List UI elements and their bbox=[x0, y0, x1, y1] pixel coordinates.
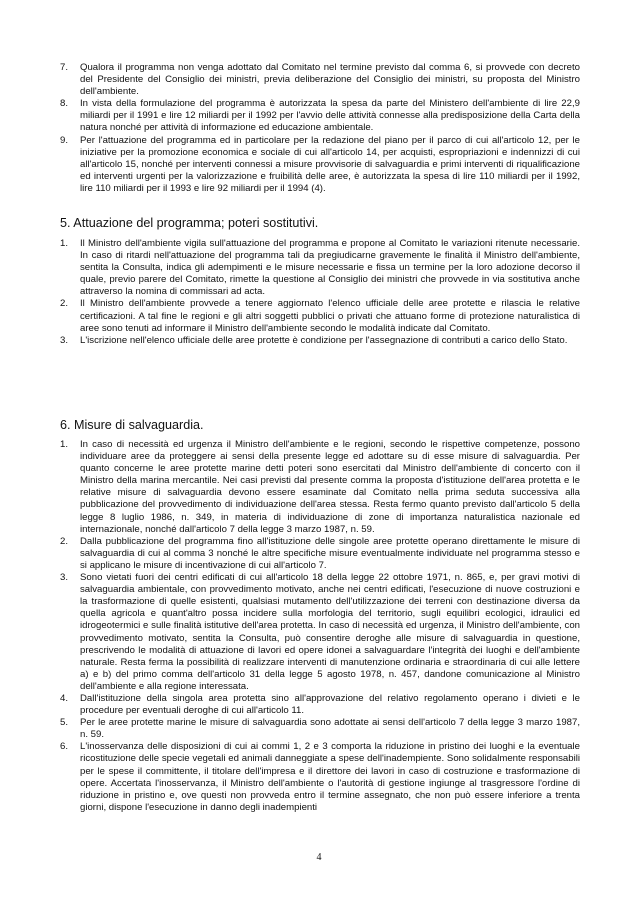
section-6-item-5 bbox=[60, 717, 580, 741]
intro-item-1 bbox=[60, 62, 580, 98]
section-6-list bbox=[60, 439, 580, 814]
item-number: 9. bbox=[60, 134, 69, 146]
section-6-heading: 6. Misure di salvaguardia. bbox=[60, 418, 204, 432]
section-5-list bbox=[60, 238, 580, 347]
intro-list-block bbox=[60, 62, 580, 195]
item-text: Il Ministro dell'ambiente vigila sull'attuazione del programma e propone al Comitato le variazioni ritenute necessarie. In caso di ritardi nell'attuazione del programma tali da pregiudicarne gravemente le finalità il Ministro dell'ambiente, sentita la Consulta, indica gli adempimenti e le misure necessarie e fissa un termine per la loro adozione decorso il quale, previo parere del Comitato, rimette la questione al Consiglio dei ministri che provvede in via sostitutiva anche attraverso la nomina di commissari ad acta. bbox=[80, 238, 580, 298]
item-text: Il Ministro dell'ambiente provvede a tenere aggiornato l'elenco ufficiale delle aree protette e rilascia le relative certificazioni. A tal fine le regioni e gli altri soggetti pubblici o privati che attuano forme di protezione naturalistica di aree sono tenuti ad informare il Ministro dell'ambiente secondo le modalità indicate dal Comitato. bbox=[80, 298, 580, 334]
item-number: 2. bbox=[60, 298, 69, 310]
item-text: Dalla pubblicazione del programma fino all'istituzione delle singole aree protette operano direttamente le misure di salvaguardia di cui al comma 3 nonché le altre specifiche misure eventualmente individuate nel programma stesso e si applicano le misure di incentivazione di cui all'articolo 7. bbox=[80, 535, 580, 571]
intro-list bbox=[60, 62, 580, 195]
section-6-item-2 bbox=[60, 536, 580, 572]
item-number: 3. bbox=[60, 334, 69, 346]
item-number: 4. bbox=[60, 692, 69, 704]
item-text: Sono vietati fuori dei centri edificati di cui all'articolo 18 della legge 22 ottobre 1971, n. 865, e, per gravi motivi di salvaguardia ambientale, con provvedimento motivato, anche nei centri edificati, l'esecuzione di nuove costruzioni e la trasformazione di quelle esistenti, qualsiasi mutamento dell'utilizzazione dei terreni con destinazione diversa da quella agricola e quant'altro possa incidere sulla morfologia del territorio, sugli equilibri ecologici, idraulici ed idrogeotermici e sulle finalità istitutive dell'area protetta. In caso di necessità ed urgenza, il Ministro dell'ambiente, con provvedimento motivato, sentita la Consulta, può consentire deroghe alle misure di salvaguardia in questione, prescrivendo le modalità di attuazione di lavori ed opere idonei a salvaguardare l'integrità dei luoghi e dell'ambiente naturale. Resta ferma la possibilità di realizzare interventi di manutenzione ordinaria e straordinaria di cui alle lettere a) e b) del primo comma dell'articolo 31 della legge 5 agosto 1978, n. 457, dandone comunicazione al Ministro dell'ambiente e alla regione interessata. bbox=[80, 572, 580, 692]
section-6-item-6 bbox=[60, 741, 580, 814]
section-5-block bbox=[60, 238, 580, 347]
section-5-item-2 bbox=[60, 298, 580, 334]
section-6-block bbox=[60, 439, 580, 814]
item-text: In caso di necessità ed urgenza il Ministro dell'ambiente e le regioni, secondo le rispettive competenze, possono individuare aree da proteggere ai sensi della presente legge ed adottare su di esse misure di salvaguardia. Per quanto concerne le aree protette marine detti poteri sono esercitati dal Ministro dell'ambiente di concerto con il Ministro della marina mercantile. Nei casi previsti dal presente comma la proposta d'istituzione dell'area protetta e le relative misure di salvaguardia devono essere esaminate dal Comitato nella prima seduta successiva alla pubblicazione del provvedimento di individuazione dell'area stessa. Resta fermo quanto previsto dall'articolo 5 della legge 8 luglio 1986, n. 349, in materia di individuazione di zone di importanza naturalistica nazionale ed internazionale, nonché dall'articolo 7 della legge 3 marzo 1987, n. 59. bbox=[80, 439, 580, 535]
item-text: L'inosservanza delle disposizioni di cui ai commi 1, 2 e 3 comporta la riduzione in pristino dei luoghi e la eventuale ricostituzione delle specie vegetali ed animali danneggiate a spese dell'inadempiente. Sono solidalmente responsabili per le spese il committente, il titolare dell'impresa e il direttore dei lavori in caso di costruzione e trasformazione di opere. Accertata l'inosservanza, il Ministro dell'ambiente o l'autorità di gestione ingiunge al trasgressore l'ordine di riduzione in pristino e, ove questi non provveda entro il termine assegnato, che non può essere inferiore a trenta giorni, dispone l'esecuzione in danno degli inadempienti bbox=[80, 741, 580, 813]
item-number: 1. bbox=[60, 439, 69, 450]
section-5-item-3 bbox=[60, 335, 580, 347]
item-number: 1. bbox=[60, 238, 69, 249]
intro-item-3 bbox=[60, 135, 580, 195]
item-number: 5. bbox=[60, 717, 69, 729]
item-number: 3. bbox=[60, 572, 69, 584]
item-number: 8. bbox=[60, 98, 69, 110]
section-5-item-1 bbox=[60, 238, 580, 298]
item-text: Per l'attuazione del programma ed in particolare per la redazione del piano per il parco di cui all'articolo 12, per le iniziative per la promozione economica e sociale di cui all'articolo 14, per acquisti, espropriazioni e indennizzi di cui all'articolo 15, nonché per interventi connessi a misure provvisorie di salvaguardia e primi interventi di riqualificazione ed interventi urgenti per la valorizzazione e fruibilità delle aree, è autorizzata la spesa di lire 110 miliardi per il 1992, lire 110 miliardi per il 1993 e lire 92 miliardi per il 1994 (4). bbox=[80, 134, 580, 194]
item-number: 2. bbox=[60, 535, 69, 547]
section-5-heading: 5. Attuazione del programma; poteri sostitutivi. bbox=[60, 216, 319, 230]
item-text: L'iscrizione nell'elenco ufficiale delle aree protette è condizione per l'assegnazione di contributi a carico dello Stato. bbox=[80, 334, 568, 346]
item-number: 7. bbox=[60, 62, 69, 73]
section-6-item-3 bbox=[60, 572, 580, 693]
section-6-item-4 bbox=[60, 693, 580, 717]
intro-item-2 bbox=[60, 98, 580, 134]
item-text: In vista della formulazione del programma è autorizzata la spesa da parte del Ministero dell'ambiente di lire 22,9 miliardi per il 1991 e lire 12 miliardi per il 1992 per l'avvio delle attività connesse alla predisposizione della Carta della natura nonché per attività di informazione ed educazione ambientale. bbox=[80, 98, 580, 134]
item-number: 6. bbox=[60, 741, 69, 753]
page-number: 4 bbox=[316, 852, 322, 863]
section-6-item-1 bbox=[60, 439, 580, 536]
item-text: Dall'istituzione della singola area protetta sino all'approvazione del relativo regolamento operano i divieti e le procedure per eventuali deroghe di cui all'articolo 11. bbox=[80, 692, 580, 717]
item-text: Per le aree protette marine le misure di salvaguardia sono adottate ai sensi dell'articolo 7 della legge 3 marzo 1987, n. 59. bbox=[80, 717, 580, 741]
item-text: Qualora il programma non venga adottato dal Comitato nel termine previsto dal comma 6, si provvede con decreto del Presidente del Consiglio dei ministri, previa deliberazione del Consiglio dei ministri, su proposta del Ministro dell'ambiente. bbox=[80, 62, 580, 98]
